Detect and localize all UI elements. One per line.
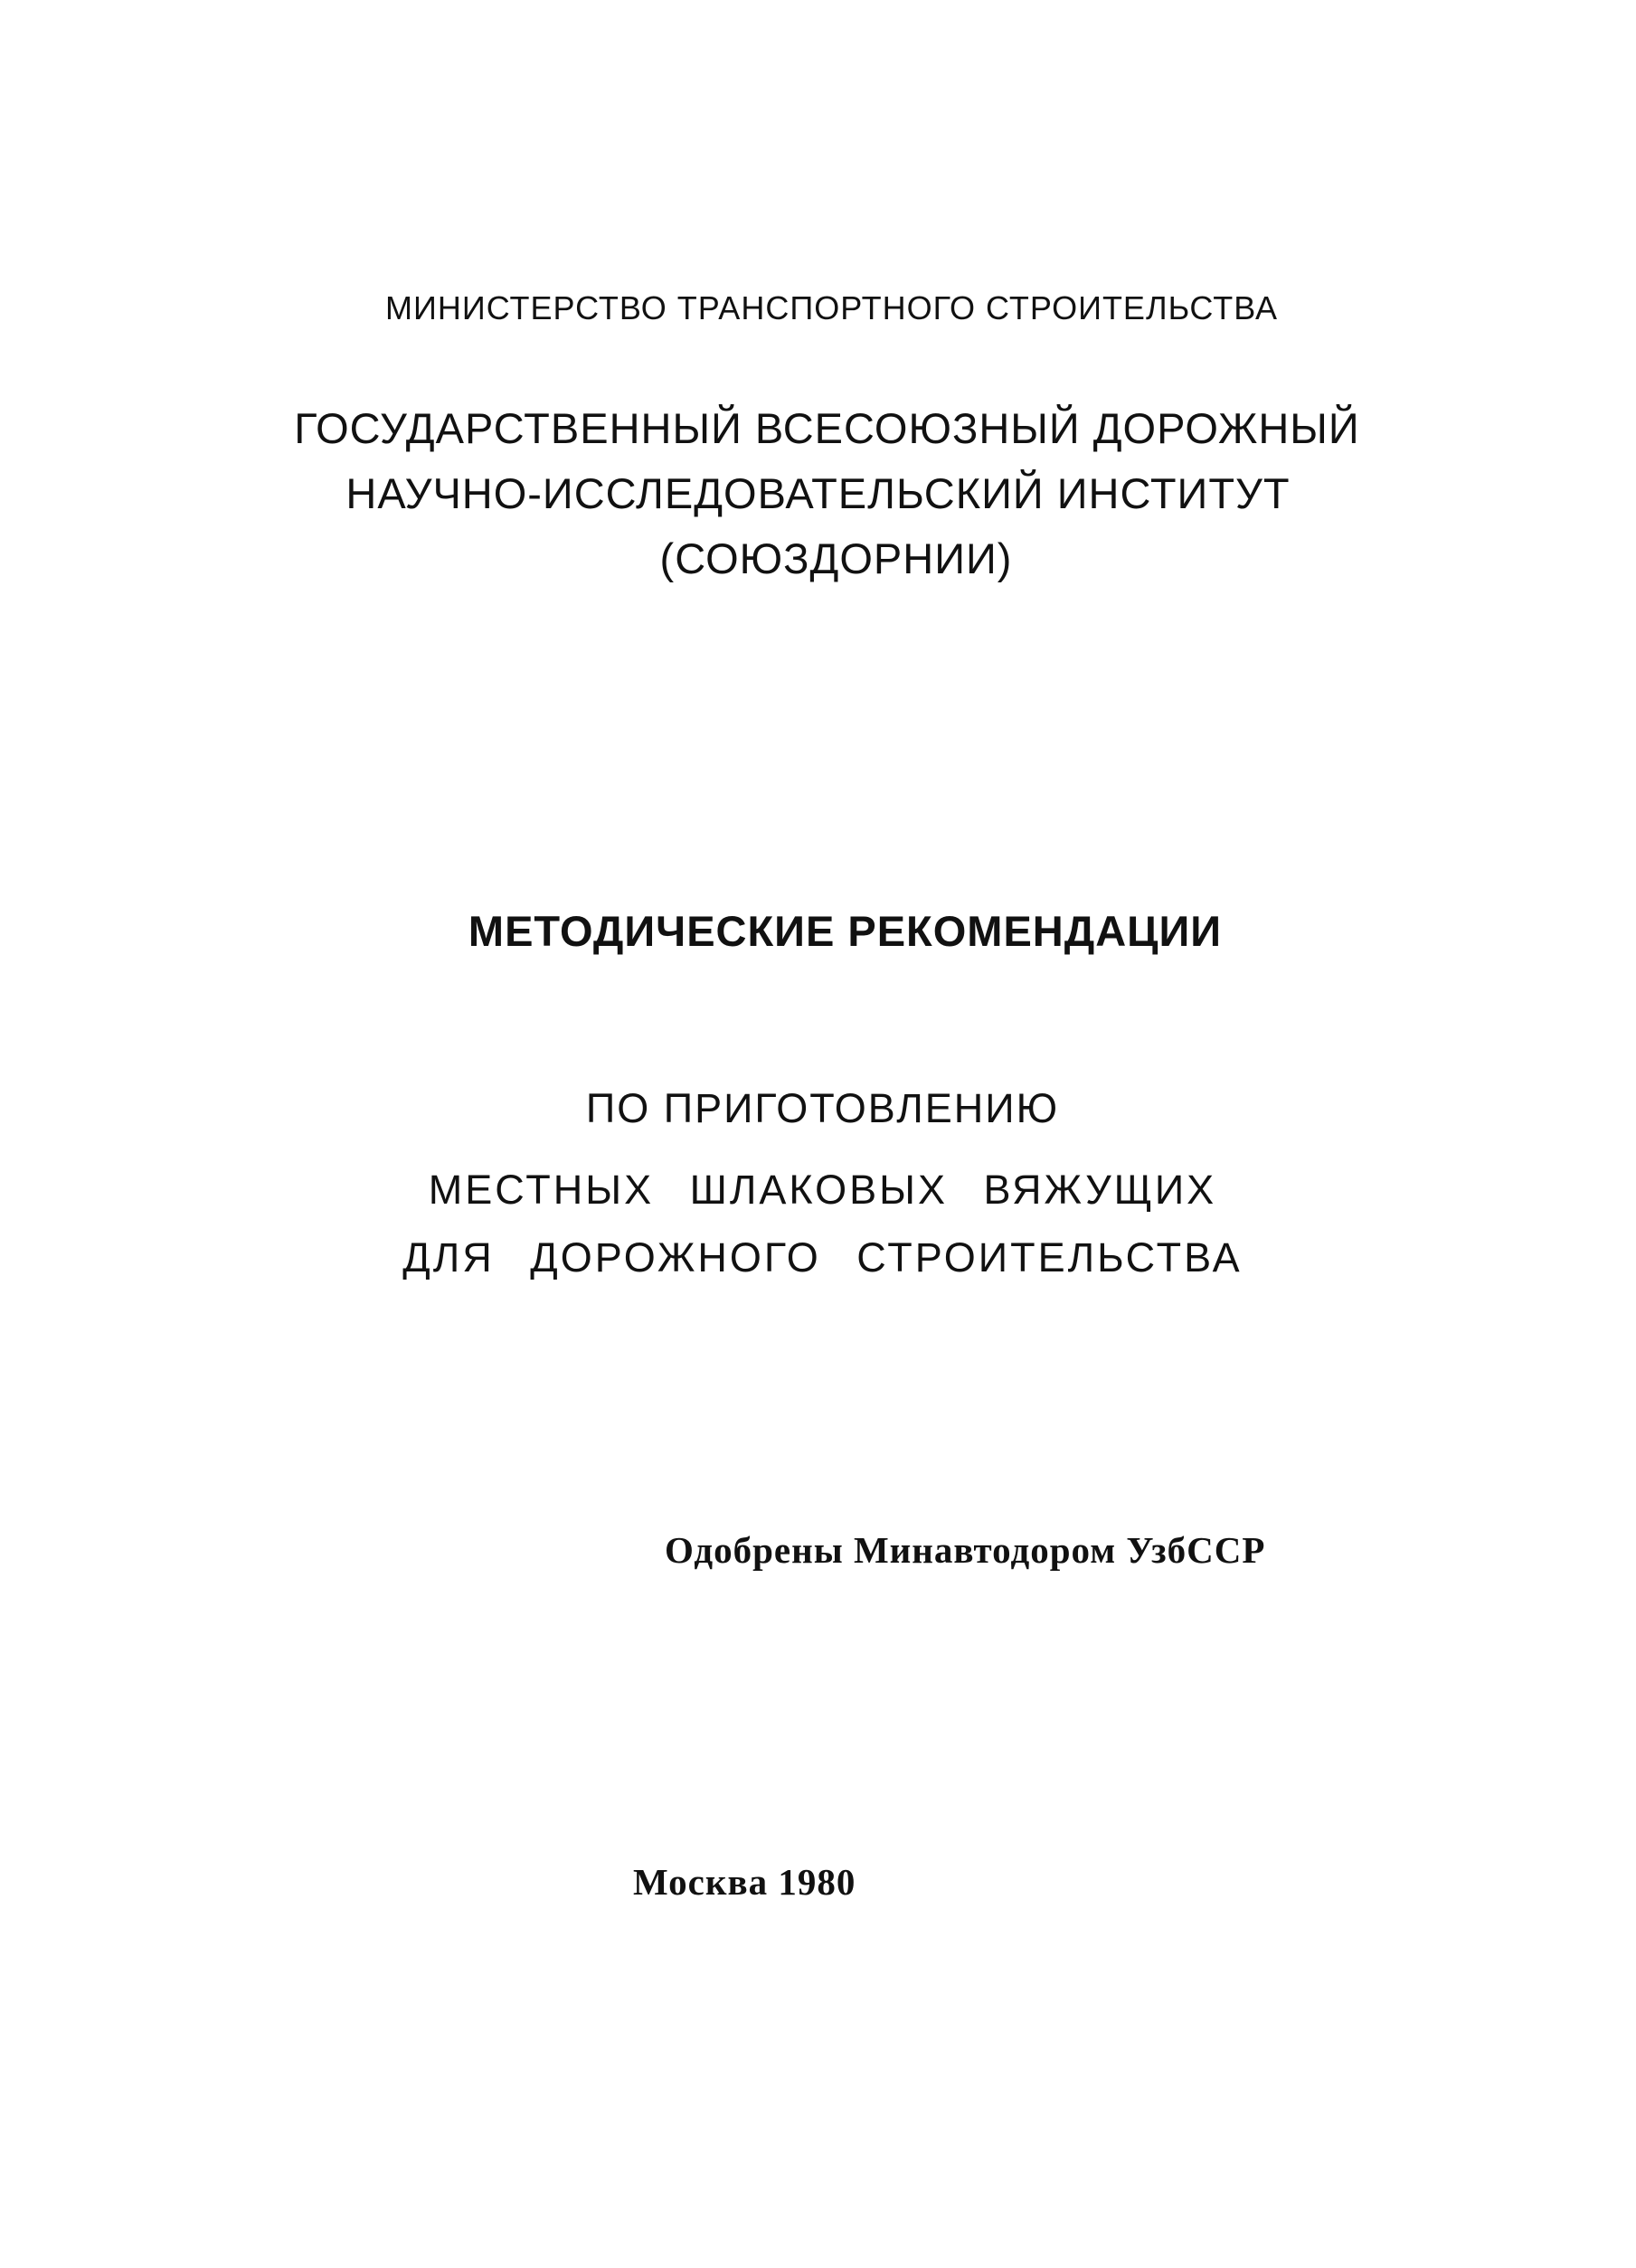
ministry-name: МИНИСТЕРСТВО ТРАНСПОРТНОГО СТРОИТЕЛЬСТВА — [384, 289, 1279, 326]
approval-note: Одобрены Минавтодором УзбССР — [665, 1529, 1266, 1571]
document-subtitle-line-2: МЕСТНЫХ ШЛАКОВЫХ ВЯЖУЩИХ — [428, 1167, 1217, 1213]
document-subtitle-line-1: ПО ПРИГОТОВЛЕНИЮ — [585, 1085, 1060, 1131]
institute-name-line-1: ГОСУДАРСТВЕННЫЙ ВСЕСОЮЗНЫЙ ДОРОЖНЫЙ — [294, 404, 1360, 452]
institute-abbreviation: (СОЮЗДОРНИИ) — [659, 534, 1013, 582]
place-and-year: Москва 1980 — [633, 1861, 856, 1903]
document-title: МЕТОДИЧЕСКИЕ РЕКОМЕНДАЦИИ — [468, 907, 1223, 955]
institute-name-line-2: НАУЧНО-ИССЛЕДОВАТЕЛЬСКИЙ ИНСТИТУТ — [345, 469, 1291, 517]
document-subtitle-line-3: ДЛЯ ДОРОЖНОГО СТРОИТЕЛЬСТВА — [402, 1234, 1243, 1280]
